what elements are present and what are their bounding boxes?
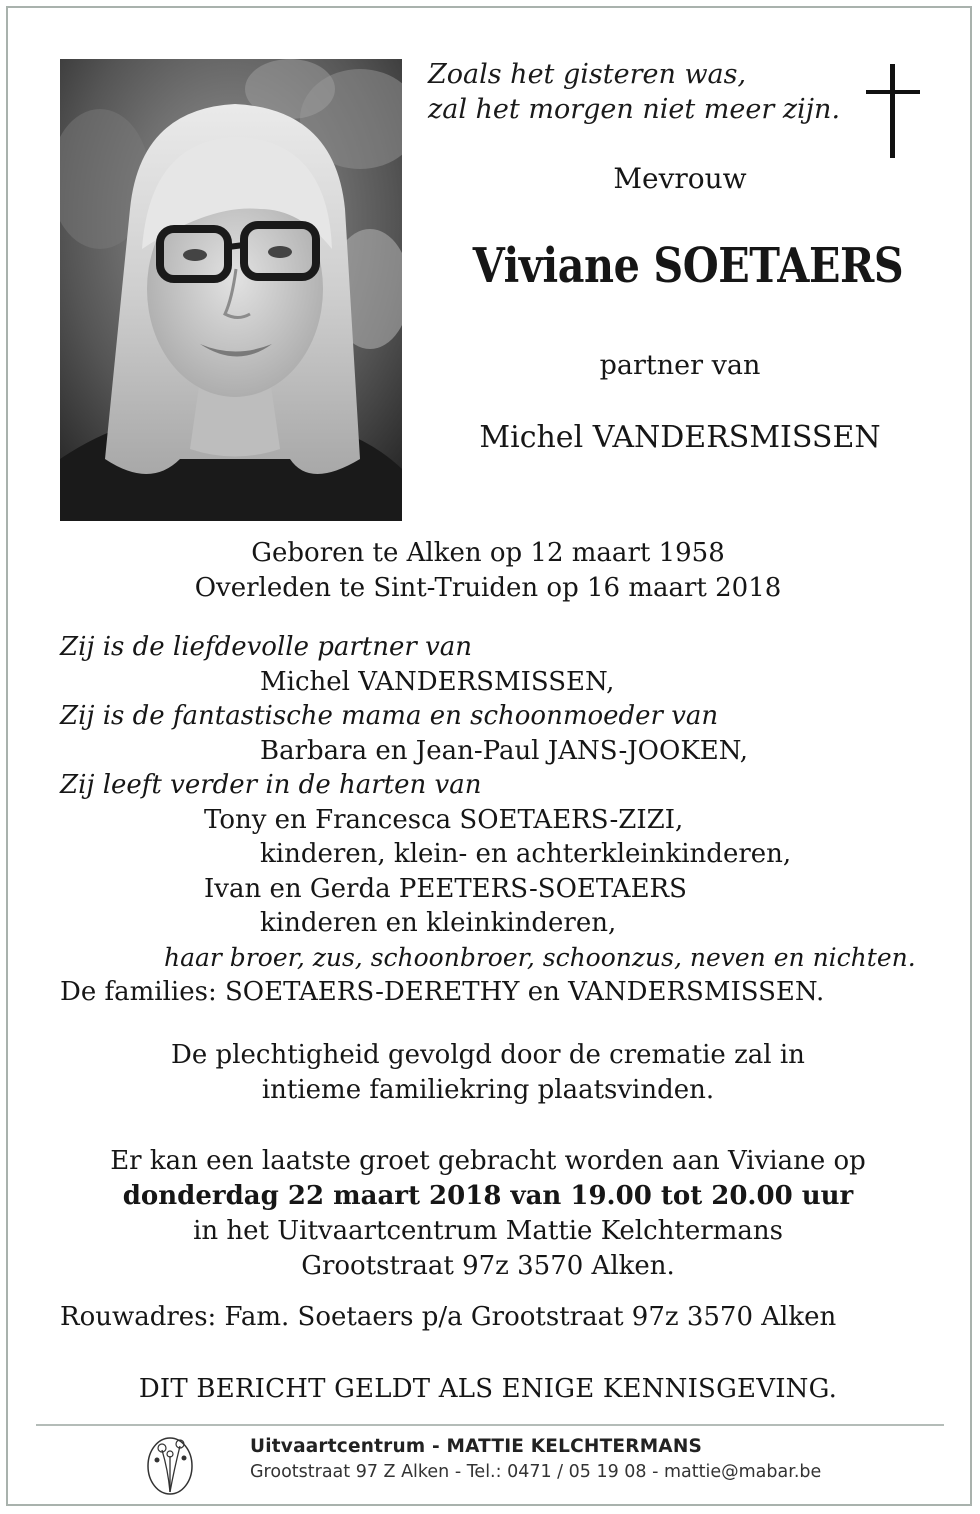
ceremony-info bbox=[0, 1038, 976, 1108]
footer-divider bbox=[36, 1424, 944, 1426]
death-line: Overleden te Sint-Truiden op 16 maart 2018 bbox=[194, 573, 782, 603]
partner-name: Michel VANDERSMISSEN bbox=[479, 420, 881, 455]
salutation: Mevrouw bbox=[613, 162, 747, 195]
family-line: Michel VANDERSMISSEN, bbox=[260, 666, 615, 697]
family-line: haar broer, zus, schoonbroer, schoonzus, neven en nichten. bbox=[164, 942, 916, 972]
visitation-location: in het Uitvaartcentrum Mattie Kelchtermans bbox=[193, 1216, 783, 1246]
visitation-address: Grootstraat 97z 3570 Alken. bbox=[301, 1251, 675, 1281]
funeral-home-name: Uitvaartcentrum - MATTIE KELCHTERMANS bbox=[250, 1436, 703, 1457]
visitation-line-1: Er kan een laatste groet gebracht worden aan Viviane op bbox=[110, 1146, 866, 1176]
funeral-home bbox=[250, 1436, 821, 1482]
visitation-info bbox=[0, 1144, 976, 1284]
family-line: Zij is de liefdevolle partner van bbox=[60, 632, 473, 662]
life-dates bbox=[0, 536, 976, 606]
visitation-date: donderdag 22 maart 2018 van 19.00 tot 20.00 uur bbox=[122, 1181, 854, 1211]
birth-line: Geboren te Alken op 12 maart 1958 bbox=[251, 538, 725, 568]
quote-line-1: Zoals het gisteren was, bbox=[428, 59, 747, 90]
memorial-quote bbox=[428, 57, 848, 127]
quote-line-2: zal het morgen niet meer zijn. bbox=[428, 94, 841, 125]
family-line: Zij leeft verder in de harten van bbox=[60, 770, 482, 800]
family-line: Tony en Francesca SOETAERS-ZIZI, bbox=[204, 804, 684, 835]
family-line: Barbara en Jean-Paul JANS-JOOKEN, bbox=[260, 735, 749, 766]
flower-logo-icon bbox=[140, 1430, 230, 1498]
family-list bbox=[60, 630, 940, 1010]
notice: DIT BERICHT GELDT ALS ENIGE KENNISGEVING. bbox=[138, 1374, 838, 1404]
family-line: kinderen, klein- en achterkleinkinderen, bbox=[260, 839, 792, 869]
family-line: Zij is de fantastische mama en schoonmoeder van bbox=[60, 701, 719, 731]
family-line: De families: SOETAERS-DERETHY en VANDERSMISSEN. bbox=[60, 977, 825, 1007]
ceremony-line-1: De plechtigheid gevolgd door de crematie zal in bbox=[171, 1040, 805, 1070]
partner-of-label: partner van bbox=[599, 350, 761, 381]
mourning-address: Rouwadres: Fam. Soetaers p/a Grootstraat 97z 3570 Alken bbox=[60, 1302, 837, 1332]
funeral-home-contact: Grootstraat 97 Z Alken - Tel.: 0471 / 05 19 08 - mattie@mabar.be bbox=[250, 1462, 822, 1482]
family-line: kinderen en kleinkinderen, bbox=[260, 908, 617, 938]
ceremony-line-2: intieme familiekring plaatsvinden. bbox=[261, 1075, 715, 1105]
deceased-name: Viviane SOETAERS bbox=[472, 238, 904, 294]
cross-icon bbox=[862, 60, 926, 160]
portrait-photo bbox=[60, 59, 402, 521]
family-line: Ivan en Gerda PEETERS-SOETAERS bbox=[204, 873, 687, 904]
